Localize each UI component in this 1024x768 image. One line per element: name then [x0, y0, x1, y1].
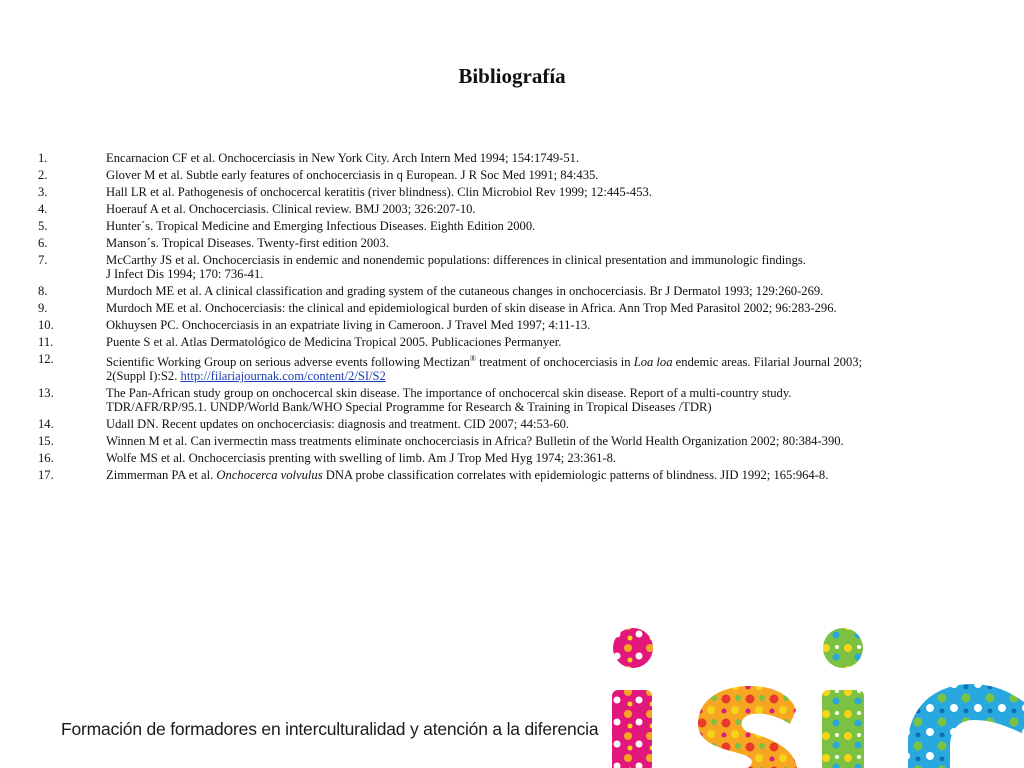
reference-text: Zimmerman PA et al.: [106, 468, 217, 483]
logo-c: [908, 684, 1024, 768]
registered-mark: ®: [469, 354, 476, 363]
reference-number: 5.: [38, 219, 48, 233]
reference-number: 17.: [38, 468, 54, 483]
reference-number: 3.: [38, 185, 48, 199]
reference-text: Udall DN. Recent updates on onchocerciasis: diagnosis and treatment. CID 2007; 44:53-60.: [106, 417, 570, 432]
logo-s: [698, 686, 797, 768]
reference-number: 10.: [38, 318, 54, 332]
reference-text: Scientific Working Group on serious adverse events following Mectizan: [106, 355, 470, 370]
reference-text: endemic areas. Filarial Journal 2003;: [672, 355, 863, 370]
species-name: Loa loa: [633, 355, 673, 370]
reference-number: 6.: [38, 236, 48, 250]
logo-dot-1: [613, 628, 653, 668]
reference-item: [38, 202, 988, 216]
isic-logo-icon: [600, 620, 1024, 768]
reference-item: [38, 284, 988, 298]
reference-number: 4.: [38, 202, 48, 216]
reference-text: Encarnacion CF et al. Onchocerciasis in New York City. Arch Intern Med 1994; 154:1749-51.: [106, 151, 580, 165]
reference-text: Hall LR et al. Pathogenesis of onchocercal keratitis (river blindness). Clin Microbiol Rev 1999; 12:445-453.: [106, 185, 652, 199]
page-title: Bibliografía: [458, 64, 566, 88]
reference-number: 2.: [38, 168, 48, 182]
reference-item: [38, 451, 988, 465]
reference-text: treatment of onchocerciasis in: [475, 355, 634, 370]
reference-text: Puente S et al. Atlas Dermatológico de Medicina Tropical 2005. Publicaciones Permanyer.: [106, 335, 562, 349]
logo-stem-1: [612, 690, 652, 768]
reference-text: Manson´s. Tropical Diseases. Twenty-first edition 2003.: [106, 236, 389, 250]
reference-number: 12.: [38, 352, 54, 366]
footer-tagline: Formación de formadores en interculturalidad y atención a la diferencia: [61, 719, 599, 739]
reference-text: Murdoch ME et al. A clinical classification and grading system of the cutaneous changes in onchocerciasis. Br J Dermatol 1993; 129:260-269.: [106, 284, 824, 298]
reference-text: Hunter´s. Tropical Medicine and Emerging Infectious Diseases. Eighth Edition 2000.: [106, 219, 536, 233]
reference-item: [38, 352, 988, 383]
reference-text: Murdoch ME et al. Onchocerciasis: the clinical and epidemiological burden of skin disease in Africa. Ann Trop Med Parasitol 2002; 96:283-296.: [106, 301, 837, 315]
reference-text: 2(Suppl I):S2.: [106, 369, 181, 384]
reference-link[interactable]: http://filariajournak.com/content/2/SI/S2: [180, 369, 386, 384]
reference-text: TDR/AFR/RP/95.1. UNDP/World Bank/WHO Special Programme for Research & Training in Tropical Diseases /TDR): [106, 400, 712, 415]
reference-item: [38, 236, 988, 250]
reference-item: [38, 185, 988, 199]
species-name: Onchocerca volvulus: [216, 468, 323, 483]
reference-number: 16.: [38, 451, 54, 466]
reference-text: J Infect Dis 1994; 170: 736-41.: [106, 267, 264, 281]
reference-number: 14.: [38, 417, 54, 432]
reference-number: 7.: [38, 253, 48, 267]
reference-list: [38, 151, 988, 485]
reference-number: 9.: [38, 301, 48, 315]
reference-number: 8.: [38, 284, 48, 298]
reference-item: [38, 219, 988, 233]
reference-number: 11.: [38, 335, 54, 349]
reference-item: [38, 434, 988, 448]
reference-text: Wolfe MS et al. Onchocerciasis prenting with swelling of limb. Am J Trop Med Hyg 1974; 23:361-8.: [106, 451, 617, 466]
reference-text: Okhuysen PC. Onchocerciasis in an expatriate living in Cameroon. J Travel Med 1997; 4:11-13.: [106, 318, 591, 332]
reference-item: [38, 151, 988, 165]
reference-number: 15.: [38, 434, 54, 449]
reference-text: Hoerauf A et al. Onchocerciasis. Clinical review. BMJ 2003; 326:207-10.: [106, 202, 476, 216]
reference-number: 13.: [38, 386, 54, 401]
reference-text: Winnen M et al. Can ivermectin mass treatments eliminate onchocerciasis in Africa? Bulletin of the World Health Organization 2002; 80:384-390.: [106, 434, 844, 449]
reference-item: [38, 386, 988, 414]
reference-text: McCarthy JS et al. Onchocerciasis in endemic and nonendemic populations: differences in clinical presentation and immunologic findings.: [106, 253, 806, 267]
reference-item: [38, 417, 988, 431]
reference-text: Glover M et al. Subtle early features of onchocerciasis in q European. J R Soc Med 1991; 84:435.: [106, 168, 599, 182]
reference-item: [38, 335, 988, 349]
reference-item: [38, 168, 988, 182]
reference-text: DNA probe classification correlates with epidemiologic patterns of blindness. JID 1992; 165:964-8.: [322, 468, 829, 483]
reference-item: [38, 468, 988, 482]
reference-item: [38, 253, 988, 281]
reference-number: 1.: [38, 151, 48, 165]
reference-text: The Pan-African study group on onchocercal skin disease. The importance of onchocercal skin disease. Report of a multi-country study.: [106, 386, 792, 401]
logo-dot-2: [823, 628, 863, 668]
reference-item: [38, 301, 988, 315]
logo-stem-2: [822, 690, 864, 768]
reference-item: [38, 318, 988, 332]
